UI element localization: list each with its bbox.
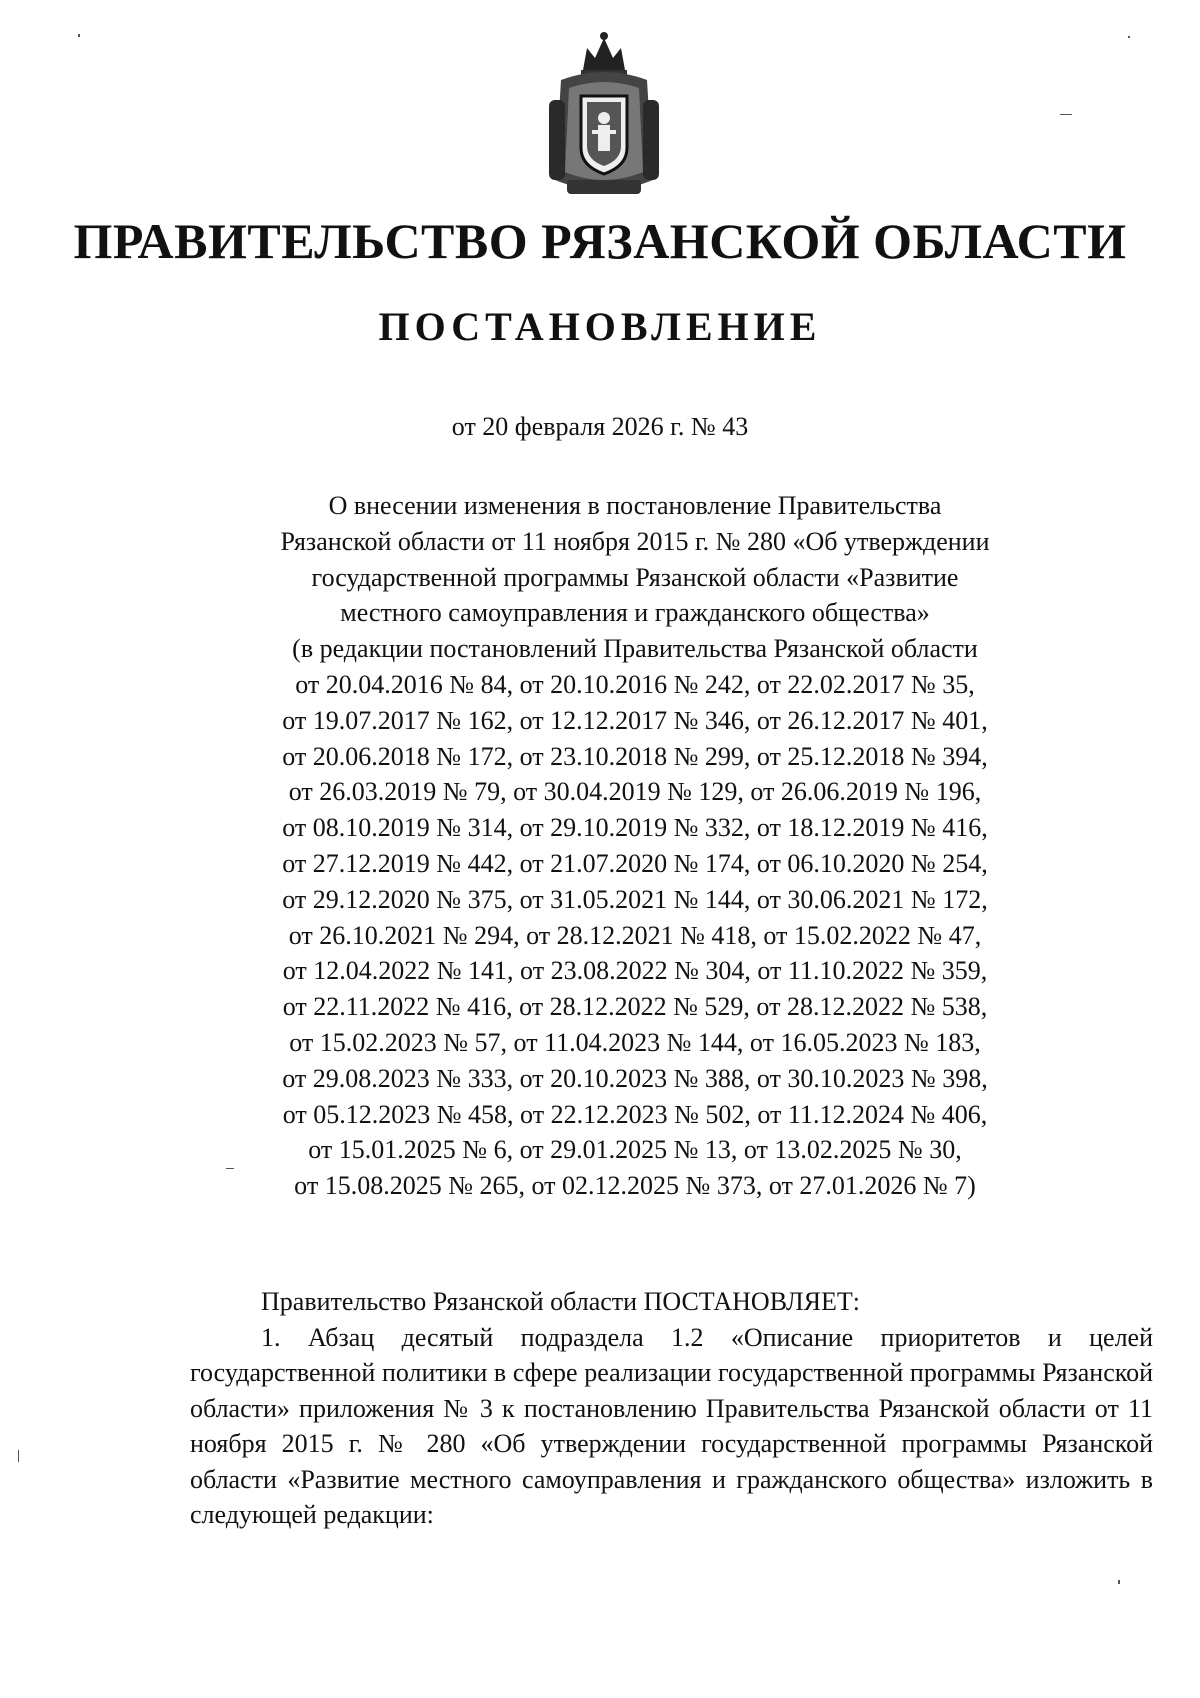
scan-speck (1060, 114, 1072, 115)
subject-line: от 29.08.2023 № 333, от 20.10.2023 № 388, от 30.10.2023 № 398, (282, 1063, 988, 1093)
scan-speck (18, 1450, 19, 1462)
subject-line: (в редакции постановлений Правительства Рязанской области (292, 634, 978, 664)
resolution-body (190, 1284, 1153, 1533)
subject-line: от 26.03.2019 № 79, от 30.04.2019 № 129, от 26.06.2019 № 196, (288, 777, 982, 807)
subject-line: местного самоуправления и гражданского общества» (340, 598, 930, 628)
scan-speck (226, 1168, 234, 1169)
document-type-heading: ПОСТАНОВЛЕНИЕ (378, 304, 822, 349)
subject-line: от 15.01.2025 № 6, от 29.01.2025 № 13, от 13.02.2025 № 30, (308, 1135, 962, 1165)
subject-line: от 19.07.2017 № 162, от 12.12.2017 № 346, от 26.12.2017 № 401, (282, 705, 988, 735)
government-title: ПРАВИТЕЛЬСТВО РЯЗАНСКОЙ ОБЛАСТИ (73, 213, 1127, 269)
subject-line: от 22.11.2022 № 416, от 28.12.2022 № 529, от 28.12.2022 № 538, (282, 992, 988, 1022)
resolution-preamble: Правительство Рязанской области ПОСТАНОВЛЯЕТ: (261, 1287, 861, 1316)
subject-line: от 15.02.2023 № 57, от 11.04.2023 № 144, от 16.05.2023 № 183, (289, 1027, 981, 1057)
scan-speck (1118, 1580, 1120, 1584)
subject-line: от 15.08.2025 № 265, от 02.12.2025 № 373, от 27.01.2026 № 7) (294, 1171, 976, 1201)
scan-speck (1128, 36, 1130, 38)
subject-line: от 27.12.2019 № 442, от 21.07.2020 № 174, от 06.10.2020 № 254, (282, 848, 988, 878)
subject-line: от 20.04.2016 № 84, от 20.10.2016 № 242, от 22.02.2017 № 35, (295, 669, 975, 699)
scan-speck (78, 34, 80, 37)
ryazan-coat-of-arms-icon (543, 30, 665, 206)
subject-line: от 08.10.2019 № 314, от 29.10.2019 № 332, от 18.12.2019 № 416, (282, 813, 988, 843)
resolution-paragraph-1: 1. Абзац десятый подраздела 1.2 «Описание приоритетов и целей государственной политики в сфере реализации государственной программы Рязанской области» приложения № 3 к постановлению Правительства Рязанской области от 11 ноября 2015 г. № 280 «Об утверждении государственной программы Рязанской области «Развитие местного самоуправления и гражданского общества» изложить в следующей редакции: (190, 1322, 1153, 1529)
subject-line: Рязанской области от 11 ноября 2015 г. № 280 «Об утверждении (280, 526, 990, 556)
subject-line: О внесении изменения в постановление Правительства (328, 491, 942, 520)
subject-line: от 20.06.2018 № 172, от 23.10.2018 № 299, от 25.12.2018 № 394, (282, 741, 988, 771)
subject-line: от 26.10.2021 № 294, от 28.12.2021 № 418, от 15.02.2022 № 47, (288, 920, 982, 950)
document-date-number: от 20 февраля 2026 г. № 43 (451, 412, 749, 441)
subject-line: государственной программы Рязанской области «Развитие (311, 562, 959, 592)
subject-line: от 05.12.2023 № 458, от 22.12.2023 № 502, от 11.12.2024 № 406, (282, 1099, 988, 1129)
document-subject (200, 488, 1070, 1204)
subject-line: от 29.12.2020 № 375, от 31.05.2021 № 144, от 30.06.2021 № 172, (282, 884, 988, 914)
subject-line: от 12.04.2022 № 141, от 23.08.2022 № 304, от 11.10.2022 № 359, (282, 956, 988, 986)
